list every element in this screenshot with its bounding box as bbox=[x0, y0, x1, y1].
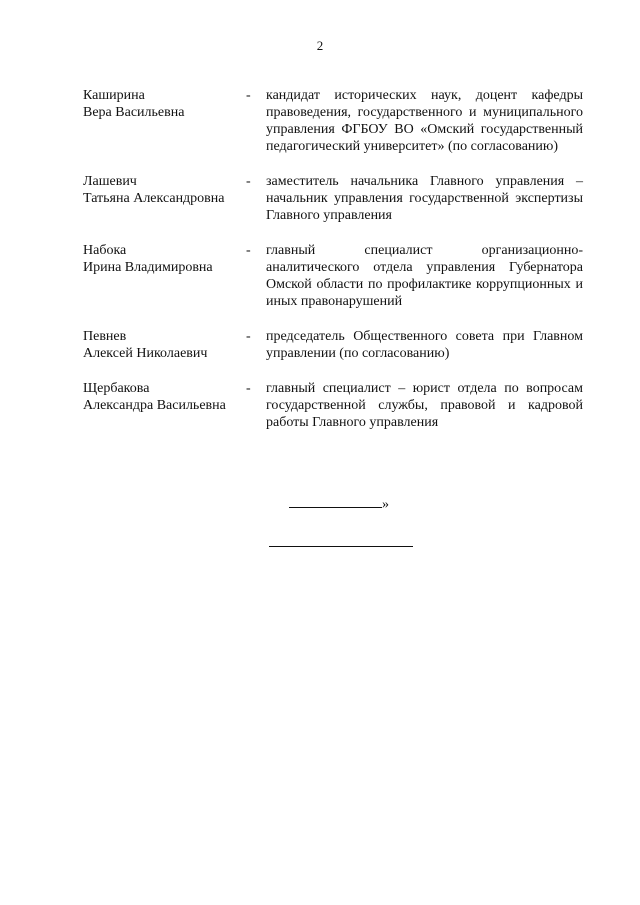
member-surname: Каширина bbox=[83, 88, 145, 103]
member-dash: - bbox=[246, 243, 251, 258]
closing-quote: » bbox=[382, 497, 389, 512]
member-given-names: Алексей Николаевич bbox=[83, 346, 208, 361]
closing-underline bbox=[289, 495, 382, 508]
page-number: 2 bbox=[316, 38, 324, 53]
member-entry bbox=[83, 242, 583, 310]
member-role: заместитель начальника Главного управления – начальник управления государственной экспертизы Главного управления bbox=[266, 174, 583, 223]
member-given-names: Вера Васильевна bbox=[83, 105, 185, 120]
member-surname: Лашевич bbox=[83, 174, 137, 189]
member-name bbox=[83, 328, 246, 362]
member-given-names: Татьяна Александровна bbox=[83, 191, 225, 206]
member-role: председатель Общественного совета при Главном управлении (по согласованию) bbox=[266, 329, 583, 361]
closing-mark bbox=[289, 495, 389, 513]
member-role: кандидат исторических наук, доцент кафедры правоведения, государственного и муниципального управления ФГБОУ ВО «Омский государственный педагогический университет» (по согласованию) bbox=[266, 88, 583, 154]
member-given-names: Ирина Владимировна bbox=[83, 260, 213, 275]
member-dash: - bbox=[246, 381, 251, 396]
member-surname: Набока bbox=[83, 243, 127, 258]
member-name bbox=[83, 87, 246, 155]
member-given-names: Александра Васильевна bbox=[83, 398, 226, 413]
member-entry bbox=[83, 380, 583, 431]
member-surname: Щербакова bbox=[83, 381, 150, 396]
members-list bbox=[83, 87, 583, 449]
member-name bbox=[83, 380, 246, 431]
member-dash: - bbox=[246, 88, 251, 103]
member-role: главный специалист – юрист отдела по вопросам государственной службы, правовой и кадровой работы Главного управления bbox=[266, 381, 583, 430]
member-entry bbox=[83, 328, 583, 362]
member-surname: Певнев bbox=[83, 329, 127, 344]
member-name bbox=[83, 242, 246, 310]
member-dash: - bbox=[246, 174, 251, 189]
member-role: главный специалист организационно-аналитического отдела управления Губернатора Омской области по профилактике коррупционных и иных правонарушений bbox=[266, 243, 583, 309]
member-entry bbox=[83, 87, 583, 155]
document-end-line bbox=[269, 546, 413, 547]
member-name bbox=[83, 173, 246, 224]
member-entry bbox=[83, 173, 583, 224]
member-dash: - bbox=[246, 329, 251, 344]
